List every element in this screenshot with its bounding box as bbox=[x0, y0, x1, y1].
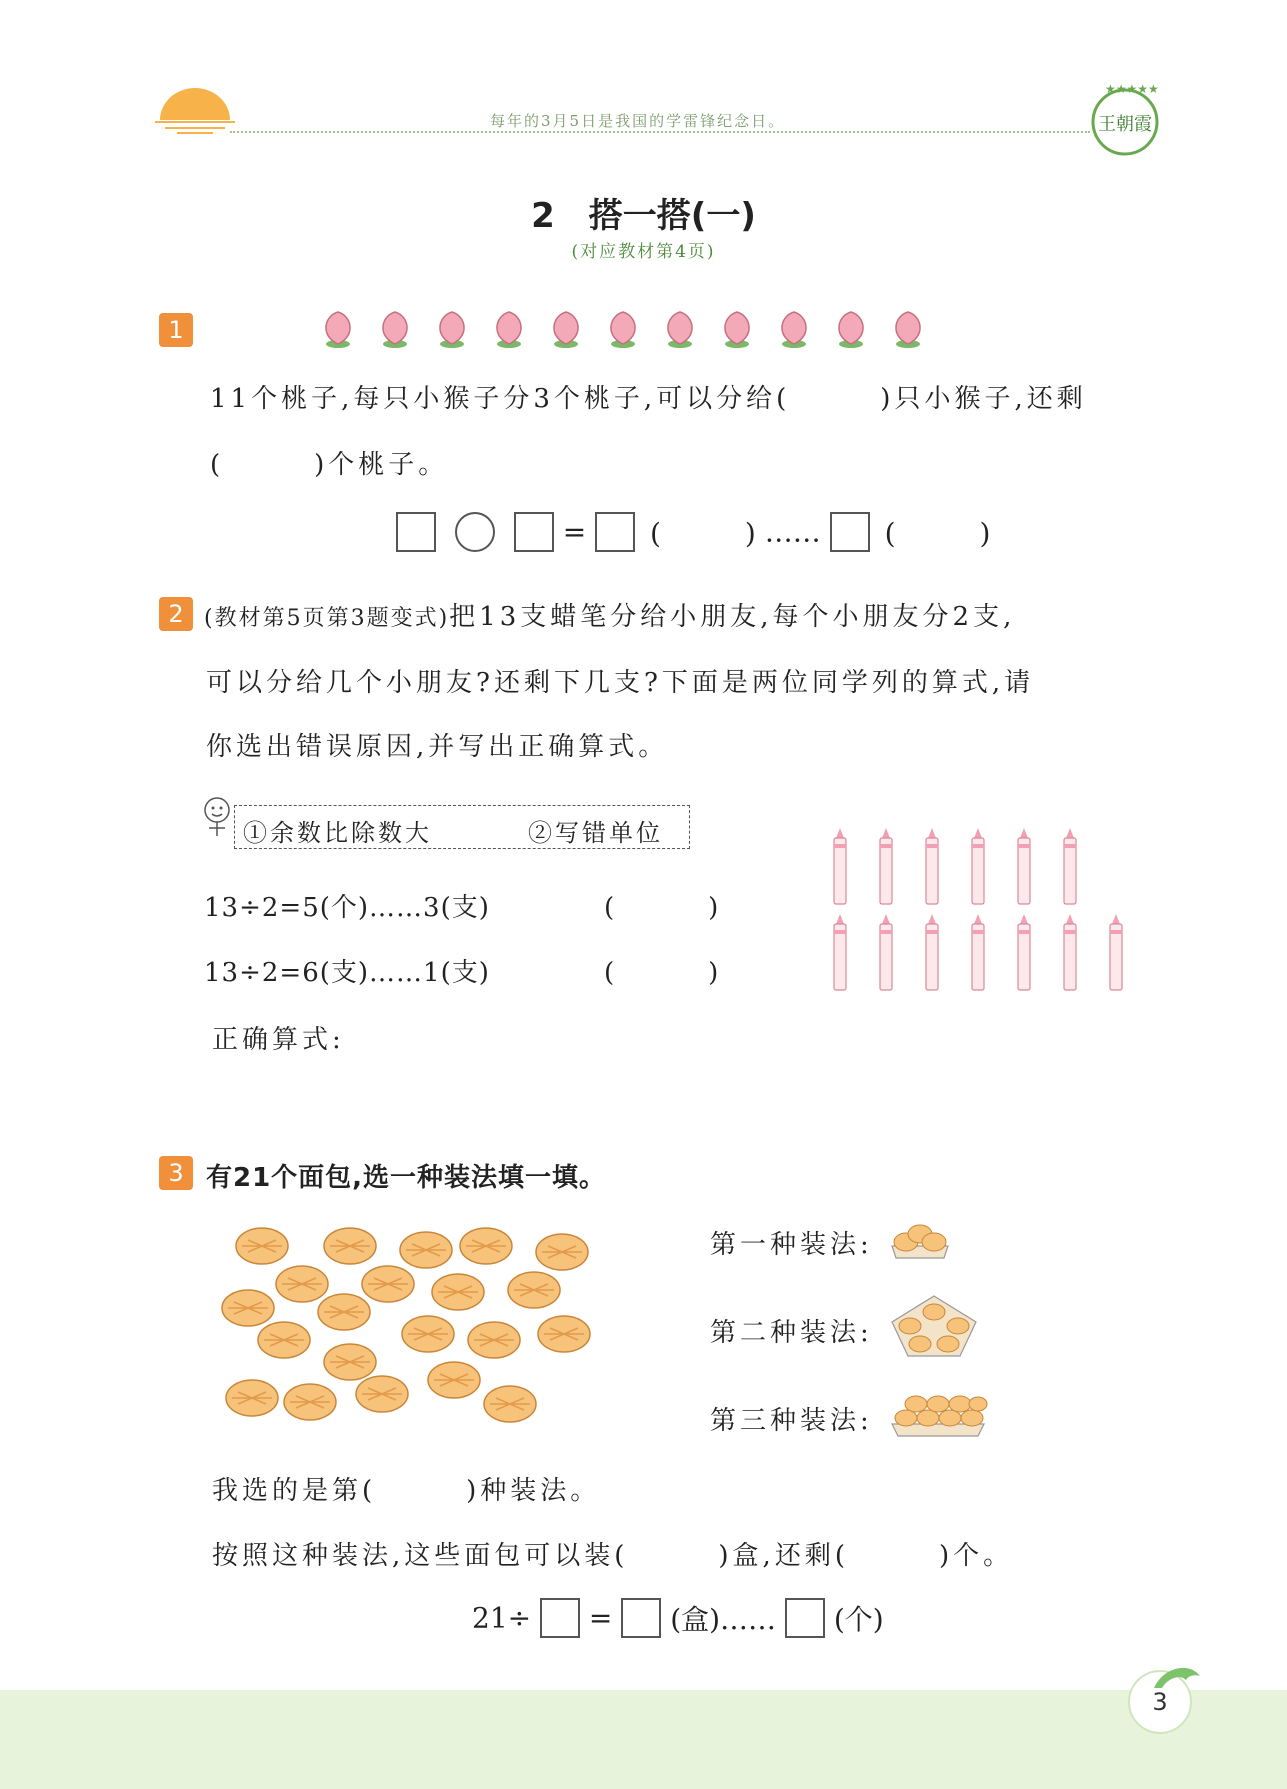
page-title: 2 搭一搭(一) bbox=[531, 196, 756, 236]
q1-equation bbox=[396, 512, 990, 552]
q2-source: (教材第5页第3题变式) bbox=[204, 606, 450, 631]
q1-answer-box-dividend[interactable] bbox=[396, 512, 436, 552]
header-divider bbox=[230, 131, 1090, 133]
q3-equation bbox=[472, 1598, 884, 1638]
q3-choice: 我选的是第( )种装法。 bbox=[212, 1476, 601, 1506]
svg-text:★★★★★: ★★★★★ bbox=[1105, 82, 1159, 96]
q1-operator-circle[interactable] bbox=[455, 512, 495, 552]
question-number-2: 2 bbox=[159, 597, 193, 631]
q2-correct-label: 正确算式: bbox=[212, 1025, 345, 1055]
crayons-illustration bbox=[830, 828, 1150, 996]
bread-pile-illustration bbox=[218, 1222, 598, 1432]
q3-answer-box-divisor[interactable] bbox=[540, 1598, 580, 1638]
q1-text-line1: 11个桃子,每只小猴子分3个桃子,可以分给( )只小猴子,还剩 bbox=[210, 384, 1087, 414]
footer-background bbox=[0, 1690, 1287, 1789]
method-2-label: 第二种装法: bbox=[710, 1318, 873, 1348]
q2-correct-answer-area[interactable] bbox=[380, 1010, 980, 1070]
publisher-badge-icon bbox=[1085, 78, 1165, 158]
method-3-label: 第三种装法: bbox=[710, 1406, 873, 1436]
q2-text-line1-rest: 把13支蜡笔分给小朋友,每个小朋友分2支, bbox=[449, 602, 1016, 632]
q1-eq-equals: = bbox=[562, 515, 587, 549]
q1-eq-paren2[interactable]: ( ) bbox=[884, 517, 991, 550]
q3-eq-unit1: (盒)…… bbox=[670, 1603, 777, 1636]
method-1-label: 第一种装法: bbox=[710, 1230, 873, 1260]
q1-answer-box-quotient[interactable] bbox=[595, 512, 635, 552]
student-doodle-icon bbox=[199, 792, 235, 840]
peaches-illustration bbox=[316, 306, 956, 352]
sun-icon bbox=[155, 88, 235, 134]
q3-result: 按照这种装法,这些面包可以装( )盒,还剩( )个。 bbox=[212, 1541, 1014, 1571]
q2-answer-paren-1[interactable]: ( ) bbox=[604, 893, 723, 923]
q3-prompt: 有21个面包,选一种装法填一填。 bbox=[206, 1163, 607, 1193]
reason-option-2[interactable]: ②写错单位 bbox=[528, 819, 663, 847]
q2-equation-1: 13÷2=5(个)……3(支) bbox=[204, 893, 490, 923]
page-number: 3 bbox=[1128, 1670, 1192, 1734]
q2-text-line2: 可以分给几个小朋友?还剩下几支?下面是两位同学列的算式,请 bbox=[206, 668, 1035, 698]
q1-answer-box-divisor[interactable] bbox=[514, 512, 554, 552]
badge-text: 王朝霞 bbox=[1098, 114, 1152, 135]
question-number-1: 1 bbox=[159, 313, 193, 347]
reason-option-1[interactable]: ①余数比除数大 bbox=[243, 819, 432, 847]
q1-eq-dots: …… bbox=[764, 515, 821, 549]
q2-text-line1 bbox=[204, 596, 1015, 633]
box-8-bread-icon bbox=[888, 1388, 988, 1438]
box-3-bread-icon bbox=[888, 1216, 952, 1262]
q1-eq-paren1[interactable]: ( ) bbox=[650, 517, 756, 550]
q2-equation-2: 13÷2=6(支)……1(支) bbox=[204, 958, 490, 988]
q2-answer-paren-2[interactable]: ( ) bbox=[604, 958, 723, 988]
q1-answer-box-remainder[interactable] bbox=[830, 512, 870, 552]
q3-answer-box-remainder[interactable] bbox=[785, 1598, 825, 1638]
question-number-3: 3 bbox=[159, 1156, 193, 1190]
q2-text-line3: 你选出错误原因,并写出正确算式。 bbox=[206, 732, 669, 762]
q3-answer-box-boxes[interactable] bbox=[621, 1598, 661, 1638]
header-motto: 每年的3月5日是我国的学雷锋纪念日。 bbox=[490, 112, 786, 130]
dolphin-icon bbox=[1150, 1658, 1206, 1702]
q1-text-line2: ( )个桃子。 bbox=[210, 450, 449, 480]
q3-eq-prefix: 21÷ bbox=[472, 1601, 532, 1635]
box-5-bread-icon bbox=[888, 1292, 980, 1360]
q3-eq-unit2: (个) bbox=[833, 1603, 884, 1636]
q3-eq-equals: = bbox=[588, 1601, 613, 1635]
page-subtitle: (对应教材第4页) bbox=[571, 242, 716, 262]
